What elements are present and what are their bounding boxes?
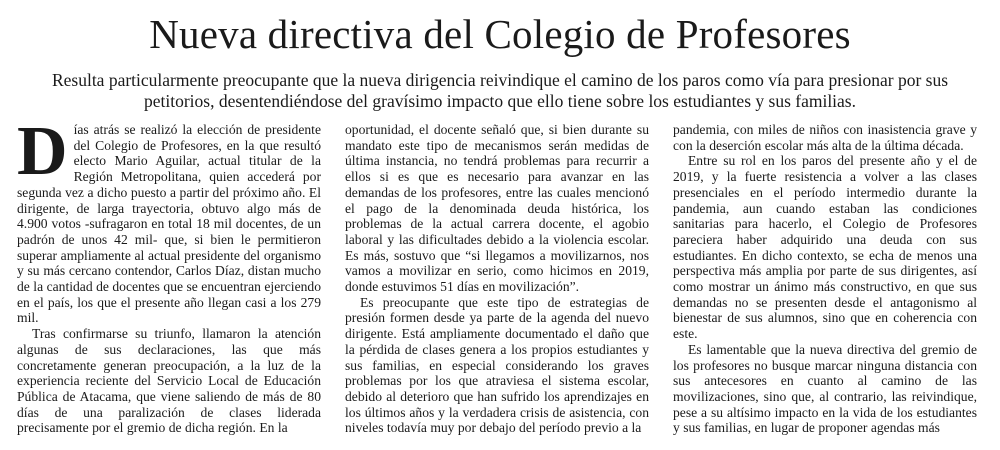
- headline: Nueva directiva del Colegio de Profesores: [149, 11, 851, 57]
- paragraph: Es preocupante que este tipo de estrategias de presión formen desde ya parte de la agenda del nuevo dirigente. Está ampliamente documentado el daño que la pérdida de clases genera a los propios estudiantes y sus familias, en especial considerando los graves problemas por los que atraviesa el sistema escolar, debido al deterioro que han sufrido los aprendizajes en los últimos años y la verdadera crisis de asistencia, con niveles todavía muy por debajo del período previo a la: [345, 294, 649, 436]
- paragraph: Entre su rol en los paros del presente año y el de 2019, y la fuerte resistencia a volver a las clases presenciales en el período intermedio durante la pandemia, aun cuando estaban las condiciones sanitarias para hacerlo, el Colegio de Profesores pareciera haber adquirido una deuda con sus estudiantes. En dicho contexto, se echa de menos una perspectiva más amplia por parte de sus dirigentes, así como mostrar un ánimo más constructivo, en que sus demandas no se presenten desde el antagonismo al bienestar de sus alumnos, sino que en coherencia con este.: [673, 153, 977, 342]
- paragraph: [17, 113, 321, 326]
- paragraph-text: ías atrás se realizó la elección de presidente del Colegio de Profesores, en la que resultó electo Mario Aguilar, actual titular de la Región Metropolitana, quien accederá por segunda vez a dicho puesto a partir del próximo año. El dirigente, de larga trayectoria, obtuvo algo más de 4.900 votos -sufragaron en total 18 mil docentes, de un padrón de unos 42 mil- que, si bien le permitieron superar ampliamente al actual presidente del organismo y su más cercano contendor, Carlos Díaz, distan mucho de la cantidad de docentes que se encuentran ejerciendo en el país, los que el presente año llegan casi a los 279 mil.: [17, 122, 321, 326]
- paragraph-continued: oportunidad, el docente señaló que, si bien durante su mandato este tipo de mecanismos serán medidas de última instancia, no tendrá problemas para recurrir a ellos si es que es necesario para avanzar en las demandas de los profesores, entre las cuales mencionó el pago de la denominada deuda histórica, los problemas de la actual carrera docente, el agobio laboral y las dificultades debido a la violencia escolar. Es más, sostuvo que “si llegamos a movilizarnos, nos vamos a movilizar en serio, como hicimos en 2019, donde estuvimos 51 días en movilización”.: [345, 122, 649, 295]
- drop-cap: D: [17, 113, 68, 190]
- paragraph: Es lamentable que la nueva directiva del gremio de los profesores no busque marcar ninguna distancia con sus antecesores en cuanto al camino de las movilizaciones, sino que, al contrario, las reivindique, pese a su altísimo impacto en la vida de los estudiantes y sus familias, en lugar de proponer agendas más: [673, 341, 977, 436]
- lede: Resulta particularmente preocupante que la nueva dirigencia reivindique el camino de los paros como vía para presionar por sus petitorios, desentendiéndose del gravísimo impacto que ello tiene sobre los estudiantes y sus familias.: [51, 70, 949, 111]
- article-column: [17, 113, 321, 436]
- paragraph: Tras confirmarse su triunfo, llamaron la atención algunas de sus declaraciones, las que más concretamente generan preocupación, a la luz de la experiencia reciente del Servicio Local de Educación Pública de Atacama, que viene saliendo de más de 80 días de una paralización de clases liderada precisamente por el gremio de dicha región. En la: [17, 326, 321, 436]
- article-column: [345, 122, 649, 436]
- paragraph-continued: pandemia, con miles de niños con inasistencia grave y con la deserción escolar más alta de la última década.: [673, 122, 977, 153]
- article-column: [673, 122, 977, 436]
